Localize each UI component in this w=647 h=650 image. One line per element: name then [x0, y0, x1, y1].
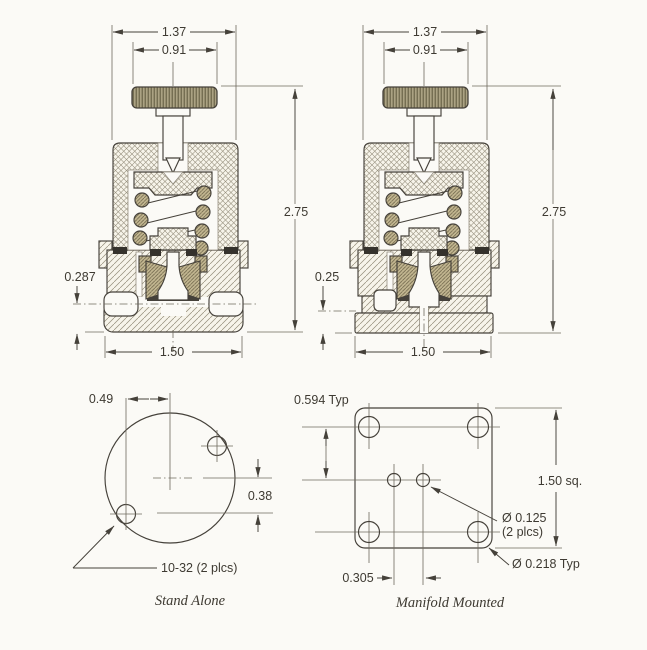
dim-base-width-right: 1.50 — [410, 345, 436, 359]
port-diameter-callout: Ø 0.125 — [502, 511, 547, 525]
caption-stand-alone: Stand Alone — [154, 593, 226, 609]
port-diameter-qty: (2 plcs) — [502, 525, 543, 539]
mount-hole-diameter-callout: Ø 0.218 Typ — [512, 557, 580, 571]
dim-port-offset-left: 0.287 — [64, 270, 96, 284]
dim-corner-offset: 0.594 Typ — [294, 393, 349, 407]
dim-top-width-right: 1.37 — [412, 25, 438, 39]
dim-overall-height-right: 2.75 — [541, 205, 567, 219]
body-outline — [355, 408, 492, 548]
dim-top-width-left: 1.37 — [161, 25, 187, 39]
dim-square-size: 1.50 sq. — [537, 474, 583, 488]
dim-port-offset-right: 0.25 — [314, 270, 340, 284]
dim-hole-offset-x: 0.49 — [88, 392, 114, 406]
dim-knob-width-right: 0.91 — [412, 43, 438, 57]
left-valve-section — [73, 62, 257, 352]
thread-callout: 10-32 (2 plcs) — [161, 561, 238, 575]
dim-knob-width-left: 0.91 — [161, 43, 187, 57]
dim-overall-height-left: 2.75 — [283, 205, 309, 219]
manifold-view — [294, 393, 589, 611]
caption-manifold: Manifold Mounted — [395, 595, 505, 611]
dim-base-width-left: 1.50 — [159, 345, 185, 359]
dim-port-spacing: 0.305 — [342, 571, 374, 585]
stand-alone-view — [73, 392, 273, 609]
right-valve-section — [318, 62, 499, 352]
dim-hole-offset-y: 0.38 — [247, 489, 273, 503]
